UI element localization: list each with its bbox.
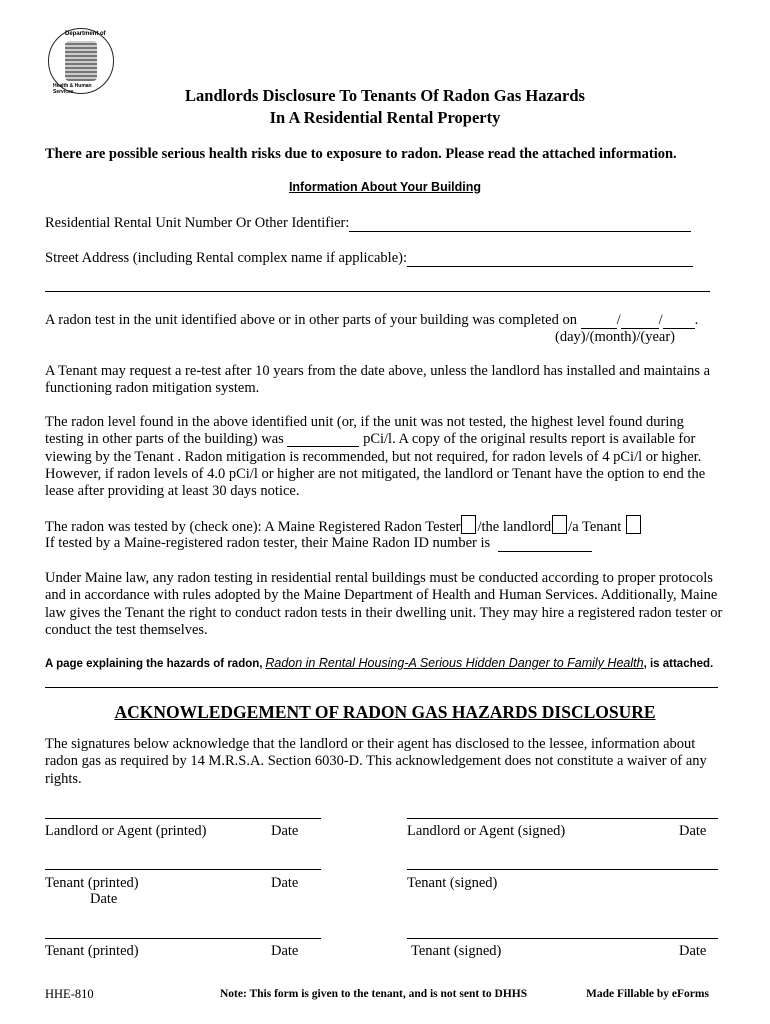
date-label: Date	[679, 823, 707, 839]
ack-paragraph: The signatures below acknowledge that the landlord or their agent has disclosed to the lessee, information about radon gas as required by 14 M.R.S.A. Section 6030-D. This acknowledgement does not constitute a waiver of any rights.	[45, 736, 707, 787]
landlord-signed-label: Landlord or Agent (signed)	[407, 823, 566, 839]
address-row	[45, 250, 693, 267]
unit-label: Residential Rental Unit Number Or Other Identifier:	[45, 215, 350, 231]
date-label: Date	[271, 823, 299, 839]
radon-id-label: If tested by a Maine-registered radon tester, their Maine Radon ID number is	[45, 535, 491, 551]
landlord-checkbox[interactable]	[552, 515, 567, 534]
unit-row	[45, 215, 691, 232]
warning-text: There are possible serious health risks due to exposure to radon. Please read the attached information.	[45, 146, 677, 162]
tenant-signed-line[interactable]	[407, 869, 718, 870]
date-label: Date	[679, 943, 707, 959]
test-date-row: A radon test in the unit identified above or in other parts of your building was completed on / / .	[45, 312, 699, 328]
date-label: Date	[90, 891, 118, 907]
tenant-printed-line[interactable]	[45, 869, 321, 870]
tenant2-printed-label: Tenant (printed)	[45, 943, 139, 959]
unit-identifier-input[interactable]	[349, 216, 691, 232]
landlord-printed-line[interactable]	[45, 818, 321, 819]
radon-level-paragraph	[45, 414, 725, 500]
test-date-label: A radon test in the unit identified above or in other parts of your building was completed on	[45, 312, 577, 328]
date-label: Date	[271, 943, 299, 959]
footer-note: Note: This form is given to the tenant, and is not sent to DHHS	[220, 988, 528, 1000]
date-format-hint: (day)/(month)/(year)	[555, 329, 675, 345]
attachment-pre: A page explaining the hazards of radon,	[45, 658, 263, 670]
form-id: HHE-810	[45, 987, 94, 1001]
radon-id-input[interactable]	[498, 536, 592, 552]
attachment-note	[45, 656, 713, 670]
radon-level-text-2: pCi/l. A copy of the original results report is available for viewing by the Tenant . Radon mitigation is recommended, but not required, for radon levels of 4 pCi/l or higher. However, if radon levels of 4.0 pCi/l or higher are not mitigated, the landlord or Tenant have the option to end the lease after providing at least 30 days notice.	[45, 431, 706, 500]
tenant-option-label: /a Tenant	[568, 519, 622, 535]
tenant2-signed-line[interactable]	[407, 938, 718, 939]
registered-tester-checkbox[interactable]	[461, 515, 476, 534]
section-heading: Information About Your Building	[288, 180, 482, 194]
radon-id-row	[45, 535, 592, 552]
tenant-printed-label: Tenant (printed)	[45, 875, 139, 891]
title-line-1: Landlords Disclosure To Tenants Of Radon Gas Hazards	[185, 86, 585, 105]
maine-law-paragraph: Under Maine law, any radon testing in residential rental buildings must be conducted according to proper protocols and in accordance with rules adopted by the Maine Department of Health and Human Services. Additionally, Maine law gives the Tenant the right to conduct radon tests in their dwelling unit. They may hire a registered radon tester or conduct the test themselves.	[45, 570, 723, 638]
attachment-link[interactable]: Radon in Rental Housing-A Serious Hidden Danger to Family Health	[265, 656, 644, 670]
divider	[45, 687, 718, 688]
attachment-post: , is attached.	[643, 658, 714, 670]
footer-credit: Made Fillable by eForms	[586, 988, 709, 1000]
tested-by-row	[45, 515, 642, 536]
tested-by-label: The radon was tested by (check one): A Maine Registered Radon Tester	[45, 519, 461, 535]
seal-emblem-icon	[65, 41, 97, 81]
street-address-input[interactable]	[407, 251, 693, 267]
radon-level-input[interactable]	[287, 433, 359, 447]
tenant2-printed-line[interactable]	[45, 938, 321, 939]
tenant-signed-label: Tenant (signed)	[407, 875, 498, 891]
landlord-printed-label: Landlord or Agent (printed)	[45, 823, 207, 839]
radon-level-text-1: The radon level found in the above identified unit (or, if the unit was not tested, the highest level found during testing in other parts of the building) was	[45, 414, 684, 448]
tenant-checkbox[interactable]	[626, 515, 641, 534]
tenant2-signed-label: Tenant (signed)	[411, 943, 502, 959]
retest-paragraph: A Tenant may request a re-test after 10 years from the date above, unless the landlord has installed and maintains a functioning radon mitigation system.	[45, 363, 711, 397]
date-label: Date	[271, 875, 299, 891]
dhhs-seal-logo	[48, 28, 114, 94]
landlord-option-label: /the landlord	[477, 519, 552, 535]
address-label: Street Address (including Rental complex name if applicable):	[45, 250, 407, 266]
test-day-input[interactable]	[581, 313, 617, 329]
test-month-input[interactable]	[621, 313, 659, 329]
title-line-2: In A Residential Rental Property	[269, 108, 501, 127]
seal-text-top: Department of	[65, 31, 106, 37]
street-address-line2-input[interactable]	[45, 276, 710, 292]
landlord-signed-line[interactable]	[407, 818, 718, 819]
ack-heading: ACKNOWLEDGEMENT OF RADON GAS HAZARDS DISCLOSURE	[114, 702, 656, 722]
seal-text-bottom: Health & Human Services	[53, 83, 92, 95]
test-year-input[interactable]	[663, 313, 695, 329]
